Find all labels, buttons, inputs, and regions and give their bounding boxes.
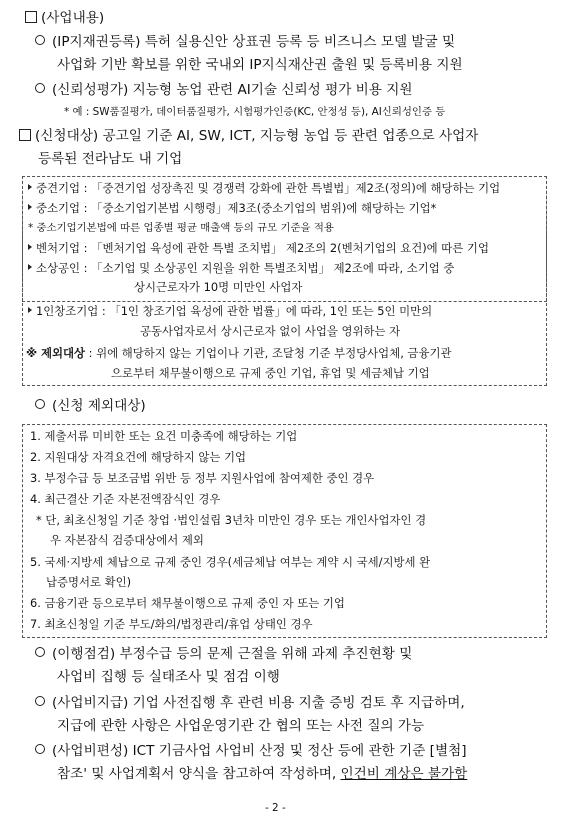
- eligibility-sme: 중소기업 : 「중소기업기본법 시행령」제3조(중소기업의 범위)에 해당하는 기업*: [28, 203, 436, 214]
- budget-line2: 참조' 및 사업계획서 양식을 참고하여 작성하며, 인건비 계상은 불가함: [57, 766, 468, 782]
- exclusion-item-4: 4. 최근결산 기준 자본전액잠식인 경우: [30, 492, 221, 506]
- circle-bullet-icon: [35, 399, 45, 409]
- eligibility-one-person: 1인창조기업 : 「1인 창조기업 육성에 관한 법률」에 따라, 1인 또는 5인 미만의: [28, 306, 432, 317]
- checkbox-square-icon: [19, 129, 31, 141]
- exclusion-item-4-note-cont: 우 자본잠식 검증대상에서 제외: [50, 533, 204, 547]
- checkbox-square-icon: [25, 11, 37, 23]
- inspection-line1: (이행점검) 부정수급 등의 문제 근절을 위해 과제 추진현황 및: [35, 647, 412, 662]
- eligibility-box-top: [22, 176, 547, 301]
- budget-line1: (사업비편성) ICT 기금사업 사업비 산정 및 정산 등에 관한 기준 [별첨]: [35, 744, 467, 759]
- exclusion-item-1: 1. 제출서류 미비한 또는 요건 미충족에 해당하는 기업: [30, 429, 298, 443]
- ip-item-line1: (IP지재권등록) 특허 실용신안 상표권 등록 등 비즈니스 모델 발굴 및: [35, 35, 455, 50]
- budget-underlined-note: 인건비 계상은 불가함: [340, 766, 468, 782]
- target-line2: 등록된 전라남도 내 기업: [38, 151, 183, 167]
- eligibility-exclusion-cont: 으로부터 채무불이행으로 규제 중인 기업, 휴업 및 세금체납 기업: [111, 366, 430, 380]
- exclusion-item-2: 2. 지원대상 자격요건에 해당하지 않는 기업: [30, 450, 247, 464]
- exclusion-item-3: 3. 부정수급 등 보조금법 위반 등 정부 지원사업에 참여제한 중인 경우: [30, 471, 375, 485]
- circle-bullet-icon: [35, 35, 45, 45]
- payment-line2: 지급에 관한 사항은 사업운영기관 간 협의 또는 사전 질의 가능: [57, 718, 425, 734]
- reliability-item: (신뢰성평가) 지능형 농업 관련 AI기술 신뢰성 평가 비용 지원: [35, 83, 413, 98]
- exclusion-mark: ※ 제외대상: [26, 346, 86, 360]
- exclusion-item-4-note: * 단, 최초신청일 기준 창업 ·법인설립 3년차 미만인 경우 또는 개인사업자인 경: [36, 513, 427, 527]
- inspection-line2: 사업비 집행 등 실태조사 및 점검 이행: [57, 669, 280, 685]
- target-line1: (신청대상) 공고일 기준 AI, SW, ICT, 지능형 농업 등 관련 업종으로 사업자: [19, 129, 478, 144]
- section-heading-exclusion: (신청 제외대상): [35, 399, 146, 414]
- eligibility-midsize: 중견기업 : 「중견기업 성장촉진 및 경쟁력 강화에 관한 특별법」제2조(정의)에 해당하는 기업: [28, 183, 500, 194]
- eligibility-exclusion: ※ 제외대상 : 위에 해당하지 않는 기업이나 기관, 조달청 기준 부정당사업체, 금융기관: [26, 346, 452, 360]
- exclusion-item-5-cont: 납증명서로 확인): [46, 575, 132, 589]
- eligibility-small-business: 소상공인 : 「소기업 및 소상공인 지원을 위한 특별조치법」 제2조에 따라, 소기업 중: [28, 263, 454, 274]
- circle-bullet-icon: [35, 647, 45, 657]
- eligibility-sme-note: * 중소기업기본법에 따른 업종별 평균 매출액 등의 규모 기준을 적용: [28, 222, 334, 234]
- eligibility-small-business-cont: 상시근로자가 10명 미만인 사업자: [134, 280, 303, 294]
- circle-bullet-icon: [35, 83, 45, 93]
- exclusion-item-5: 5. 국세·지방세 체납으로 규제 중인 경우(세금체납 여부는 계약 시 국세/지방세 완: [30, 555, 431, 569]
- eligibility-venture: 벤처기업 : 「벤처기업 육성에 관한 특별 조치법」 제2조의 2(벤처기업의 요건)에 따른 기업: [28, 243, 489, 254]
- page-number: - 2 -: [265, 802, 286, 814]
- ip-item-line2: 사업화 기반 확보를 위한 국내외 IP지식재산권 출원 및 등록비용 지원: [57, 57, 463, 73]
- exclusion-item-7: 7. 최초신청일 기준 부도/화의/법정관리/휴업 상태인 경우: [30, 617, 313, 631]
- payment-line1: (사업비지급) 기업 사전집행 후 관련 비용 지출 증빙 검토 후 지급하며,: [35, 696, 465, 711]
- exclusion-item-6: 6. 금융기관 등으로부터 채무불이행으로 규제 중인 자 또는 기업: [30, 596, 345, 610]
- eligibility-one-person-cont: 공동사업자로서 상시근로자 없이 사업을 영위하는 자: [140, 324, 401, 338]
- section-heading-content: (사업내용): [25, 11, 104, 26]
- circle-bullet-icon: [35, 696, 45, 706]
- eligibility-box-bottom: [22, 298, 547, 386]
- reliability-example: * 예 : SW품질평가, 데이터품질평가, 시험평가인증(KC, 안정성 등), AI신뢰성인증 등: [64, 106, 446, 118]
- circle-bullet-icon: [35, 744, 45, 754]
